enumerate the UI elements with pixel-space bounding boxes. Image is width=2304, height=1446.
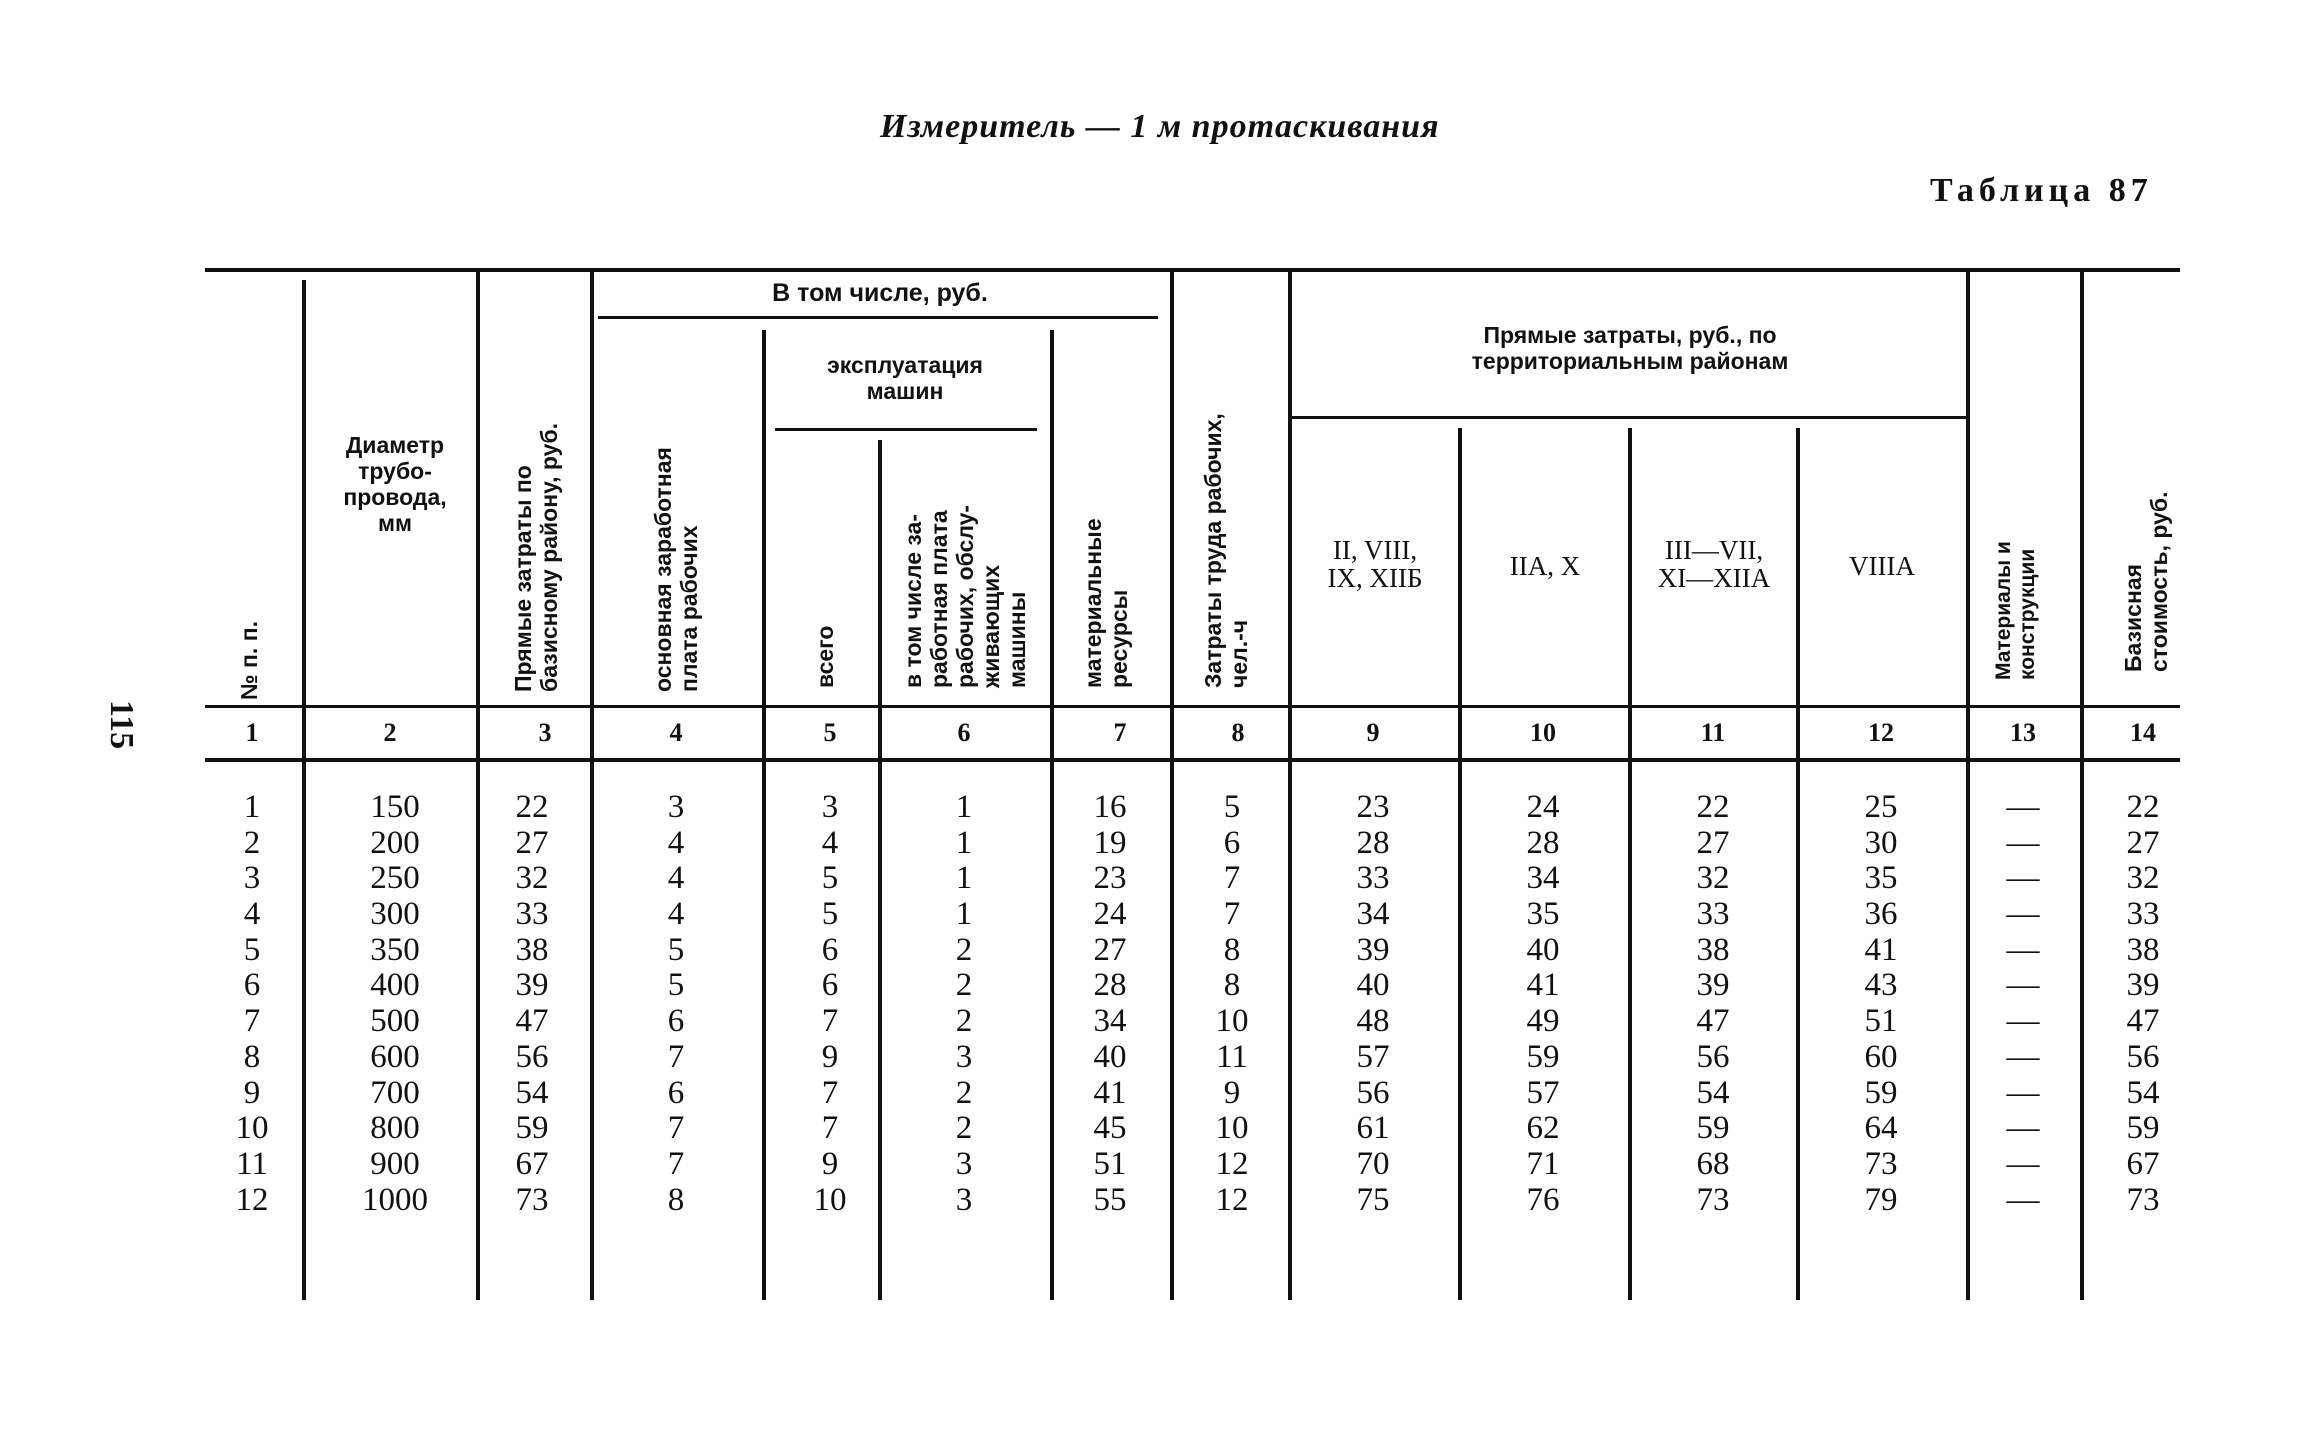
table-cell: —	[2006, 860, 2040, 897]
table-cell: 3	[243, 860, 261, 897]
col-rule	[1050, 330, 1054, 1300]
header-direct-base: Прямые затраты по базисному району, руб.	[510, 422, 562, 692]
table-cell: 12	[1215, 1145, 1249, 1182]
table-cell: 27	[515, 824, 549, 861]
table-cell: 2	[955, 1074, 973, 1111]
column-number: 14	[2130, 718, 2156, 747]
table-top-rule	[205, 268, 2180, 272]
col-rule	[302, 280, 306, 1300]
table-cell: 33	[1356, 860, 1390, 897]
table-cell: 61	[1356, 1110, 1390, 1147]
table-cell: 4	[821, 824, 839, 861]
table-cell: 6	[1223, 824, 1241, 861]
data-column	[1983, 790, 2063, 1218]
column-number: 12	[1868, 718, 1894, 747]
table-cell: 27	[1696, 824, 1730, 861]
table-cell: 700	[370, 1074, 420, 1111]
column-number: 3	[538, 718, 552, 747]
table-cell: 56	[1696, 1038, 1730, 1075]
table-cell: 32	[2126, 860, 2160, 897]
table-cell: 38	[515, 931, 549, 968]
col-rule	[762, 330, 766, 1300]
table-cell: 5	[1223, 789, 1241, 825]
table-cell: 23	[1093, 860, 1127, 897]
col-rule	[476, 272, 480, 1300]
table-cell: 800	[370, 1110, 420, 1147]
table-cell: 67	[515, 1145, 549, 1182]
table-cell: 56	[1356, 1074, 1390, 1111]
table-cell: 40	[1093, 1038, 1127, 1075]
table-cell: 41	[1093, 1074, 1127, 1111]
table-cell: 35	[1526, 896, 1560, 933]
table-cell: 8	[243, 1038, 261, 1075]
header-base-cost: Базисная стоимость, руб.	[2120, 491, 2172, 672]
table-cell: 7	[667, 1145, 685, 1182]
table-cell: 9	[821, 1038, 839, 1075]
table-cell: 6	[821, 967, 839, 1004]
table-cell: 350	[370, 931, 420, 968]
table-cell: 38	[1696, 931, 1730, 968]
header-region-1: II, VIII, IX, XIIБ	[1327, 535, 1423, 593]
header-direct-regions: Прямые затраты, руб., по территориальным районам	[1471, 322, 1789, 374]
table-cell: 6	[821, 931, 839, 968]
table-cell: 3	[955, 1145, 973, 1182]
table-cell: 33	[2126, 896, 2160, 933]
table-cell: 4	[667, 896, 685, 933]
header-machines-total: всего	[812, 625, 838, 688]
header-bottom-rule	[205, 705, 2180, 708]
header-machines: эксплуатация машин	[827, 352, 983, 404]
table-cell: 1	[955, 789, 973, 825]
table-cell: 4	[667, 860, 685, 897]
table-cell: 39	[1696, 967, 1730, 1004]
table-cell: 8	[667, 1181, 685, 1218]
data-column	[924, 790, 1004, 1218]
table-cell: —	[2006, 931, 2040, 968]
group-rule-incl	[598, 316, 1158, 319]
table-cell: 4	[667, 824, 685, 861]
column-number: 11	[1700, 718, 1726, 747]
table-cell: 6	[667, 1003, 685, 1040]
table-cell: 27	[2126, 824, 2160, 861]
table-label: Таблица 87	[1930, 172, 2153, 209]
table-cell: 79	[1864, 1181, 1898, 1218]
table-cell: 5	[243, 931, 261, 968]
table-cell: 76	[1526, 1181, 1560, 1218]
table-cell: —	[2006, 1003, 2040, 1040]
table-cell: 59	[1526, 1038, 1560, 1075]
table-cell: 48	[1356, 1003, 1390, 1040]
table-cell: 47	[515, 1003, 549, 1040]
table-cell: 150	[370, 789, 420, 825]
table-cell: 56	[515, 1038, 549, 1075]
table-cell: 12	[1215, 1181, 1249, 1218]
table-cell: 75	[1356, 1181, 1390, 1218]
colnum-bottom-rule	[205, 758, 2180, 762]
col-rule	[590, 272, 594, 1300]
table-cell: 32	[1696, 860, 1730, 897]
col-rule	[1628, 428, 1632, 1300]
table-cell: 41	[1864, 931, 1898, 968]
header-materials: материальные ресурсы	[1080, 518, 1132, 688]
table-cell: 7	[667, 1110, 685, 1147]
table-cell: 40	[1526, 931, 1560, 968]
table-cell: 9	[243, 1074, 261, 1111]
table-cell: 6	[243, 967, 261, 1004]
data-column	[492, 790, 572, 1218]
table-cell: 19	[1093, 824, 1127, 861]
table-cell: 56	[2126, 1038, 2160, 1075]
table-cell: 43	[1864, 967, 1898, 1004]
table-cell: 8	[1223, 931, 1241, 968]
table-cell: 47	[2126, 1003, 2160, 1040]
header-n: № п. п.	[236, 621, 262, 700]
table-cell: 250	[370, 860, 420, 897]
page-number: 115	[103, 700, 140, 750]
table-cell: —	[2006, 1038, 2040, 1075]
column-number: 5	[823, 718, 837, 747]
table-cell: 2	[955, 931, 973, 968]
table-cell: 5	[821, 896, 839, 933]
table-cell: 73	[515, 1181, 549, 1218]
table-cell: —	[2006, 789, 2040, 825]
table-cell: 2	[955, 967, 973, 1004]
table-cell: 28	[1093, 967, 1127, 1004]
table-cell: 11	[1216, 1038, 1248, 1075]
table-cell: 47	[1696, 1003, 1730, 1040]
table-cell: 71	[1526, 1145, 1560, 1182]
table-cell: 5	[667, 967, 685, 1004]
table-cell: 59	[2126, 1110, 2160, 1147]
table-cell: 39	[1356, 931, 1390, 968]
table-cell: 16	[1093, 789, 1127, 825]
table-cell: 8	[1223, 967, 1241, 1004]
table-cell: 3	[955, 1181, 973, 1218]
table-cell: 200	[370, 824, 420, 861]
data-column	[1192, 790, 1272, 1218]
column-number: 2	[383, 718, 397, 747]
table-cell: 3	[667, 789, 685, 825]
table-cell: 33	[515, 896, 549, 933]
table-cell: 1	[243, 789, 261, 825]
header-incl: В том числе, руб.	[772, 279, 988, 307]
header-materials-constr: Материалы и конструкции	[1992, 541, 2039, 680]
table-cell: 34	[1093, 1003, 1127, 1040]
table-cell: —	[2006, 1074, 2040, 1111]
data-column	[1070, 790, 1150, 1218]
col-rule	[2080, 268, 2084, 1300]
table-cell: 24	[1093, 896, 1127, 933]
table-cell: 39	[515, 967, 549, 1004]
data-column	[2103, 790, 2183, 1218]
table-cell: 59	[515, 1110, 549, 1147]
column-number: 10	[1530, 718, 1556, 747]
column-number: 8	[1231, 718, 1245, 747]
table-cell: 70	[1356, 1145, 1390, 1182]
table-cell: 7	[821, 1074, 839, 1111]
group-rule-machines	[775, 428, 1037, 431]
table-cell: 11	[236, 1145, 268, 1182]
table-cell: —	[2006, 1110, 2040, 1147]
table-cell: 73	[1696, 1181, 1730, 1218]
table-cell: 35	[1864, 860, 1898, 897]
table-cell: 400	[370, 967, 420, 1004]
table-cell: 9	[821, 1145, 839, 1182]
header-machines-wages: в том числе за- работная плата рабочих, обслу- живающих машины	[900, 504, 1030, 688]
table-cell: 6	[667, 1074, 685, 1111]
table-cell: —	[2006, 1145, 2040, 1182]
table-cell: 500	[370, 1003, 420, 1040]
table-cell: 300	[370, 896, 420, 933]
table-cell: 57	[1356, 1038, 1390, 1075]
table-cell: 51	[1864, 1003, 1898, 1040]
table-cell: 22	[2126, 789, 2160, 825]
table-cell: 2	[955, 1110, 973, 1147]
table-cell: —	[2006, 896, 2040, 933]
table-cell: 33	[1696, 896, 1730, 933]
table-cell: 7	[1223, 896, 1241, 933]
table-cell: 54	[2126, 1074, 2160, 1111]
table-cell: 10	[235, 1110, 269, 1147]
header-region-2: IIA, X	[1509, 551, 1581, 581]
table-cell: 900	[370, 1145, 420, 1182]
table-cell: 45	[1093, 1110, 1127, 1147]
table-cell: 10	[813, 1181, 847, 1218]
table-cell: 23	[1356, 789, 1390, 825]
table-cell: 7	[667, 1038, 685, 1075]
table-cell: 24	[1526, 789, 1560, 825]
data-column	[340, 790, 450, 1218]
column-number: 9	[1366, 718, 1380, 747]
header-wages: основная заработная плата рабочих	[650, 447, 702, 692]
table-cell: 1000	[362, 1181, 428, 1218]
table-cell: 59	[1696, 1110, 1730, 1147]
table-cell: 40	[1356, 967, 1390, 1004]
table-cell: 68	[1696, 1145, 1730, 1182]
table-cell: 5	[667, 931, 685, 968]
table-cell: 5	[821, 860, 839, 897]
col-rule	[1796, 428, 1800, 1300]
table-cell: 1	[955, 896, 973, 933]
data-column	[1503, 790, 1583, 1218]
col-rule	[878, 440, 882, 1300]
header-region-4: VIIIA	[1849, 551, 1915, 581]
header-region-3: III—VII, XI—XIIA	[1657, 535, 1771, 593]
table-cell: 67	[2126, 1145, 2160, 1182]
table-cell: 9	[1223, 1074, 1241, 1111]
table-cell: 2	[955, 1003, 973, 1040]
table-cell: 25	[1864, 789, 1898, 825]
table-cell: 32	[515, 860, 549, 897]
table-cell: 73	[1864, 1145, 1898, 1182]
table-cell: 27	[1093, 931, 1127, 968]
col-rule	[1458, 428, 1462, 1300]
table-cell: 34	[1356, 896, 1390, 933]
table-cell: 59	[1864, 1074, 1898, 1111]
data-column	[790, 790, 870, 1218]
column-number: 4	[669, 718, 683, 747]
table-cell: 39	[2126, 967, 2160, 1004]
table-cell: 55	[1093, 1181, 1127, 1218]
table-cell: 34	[1526, 860, 1560, 897]
col-rule	[1288, 270, 1292, 1300]
table-cell: —	[2006, 824, 2040, 861]
table-cell: 60	[1864, 1038, 1898, 1075]
table-cell: 41	[1526, 967, 1560, 1004]
table-cell: 30	[1864, 824, 1898, 861]
col-rule	[1170, 270, 1174, 1300]
column-number: 13	[2010, 718, 2036, 747]
data-column	[212, 790, 292, 1218]
table-cell: 28	[1526, 824, 1560, 861]
table-cell: 28	[1356, 824, 1390, 861]
table-cell: 57	[1526, 1074, 1560, 1111]
table-cell: 22	[515, 789, 549, 825]
table-cell: 1	[955, 824, 973, 861]
table-cell: 7	[821, 1110, 839, 1147]
table-cell: 10	[1215, 1110, 1249, 1147]
table-cell: 12	[235, 1181, 269, 1218]
table-cell: 3	[821, 789, 839, 825]
table-cell: 3	[955, 1038, 973, 1075]
table-cell: 73	[2126, 1181, 2160, 1218]
column-number: 6	[957, 718, 971, 747]
table-cell: 36	[1864, 896, 1898, 933]
data-column	[1673, 790, 1753, 1218]
table-cell: 62	[1526, 1110, 1560, 1147]
table-cell: 54	[1696, 1074, 1730, 1111]
table-cell: 7	[1223, 860, 1241, 897]
table-cell: 600	[370, 1038, 420, 1075]
column-number: 1	[245, 718, 259, 747]
header-labor: Затраты труда рабочих, чел.-ч	[1200, 413, 1252, 688]
group-rule-regions	[1290, 416, 1966, 419]
table-cell: —	[2006, 1181, 2040, 1218]
table-cell: 22	[1696, 789, 1730, 825]
table-cell: —	[2006, 967, 2040, 1004]
table-cell: 1	[955, 860, 973, 897]
header-diameter: Диаметр трубо- провода, мм	[343, 432, 447, 536]
data-column	[1333, 790, 1413, 1218]
table-cell: 2	[243, 824, 261, 861]
table-cell: 7	[821, 1003, 839, 1040]
table-cell: 64	[1864, 1110, 1898, 1147]
table-cell: 54	[515, 1074, 549, 1111]
table-cell: 10	[1215, 1003, 1249, 1040]
data-column	[1841, 790, 1921, 1218]
table-cell: 49	[1526, 1003, 1560, 1040]
table-cell: 38	[2126, 931, 2160, 968]
table-cell: 51	[1093, 1145, 1127, 1182]
data-column	[636, 790, 716, 1218]
table-cell: 7	[243, 1003, 261, 1040]
table-cell: 4	[243, 896, 261, 933]
measure-unit-caption: Измеритель — 1 м протаскивания	[880, 108, 1440, 145]
col-rule	[1966, 268, 1970, 1300]
column-number: 7	[1113, 718, 1127, 747]
